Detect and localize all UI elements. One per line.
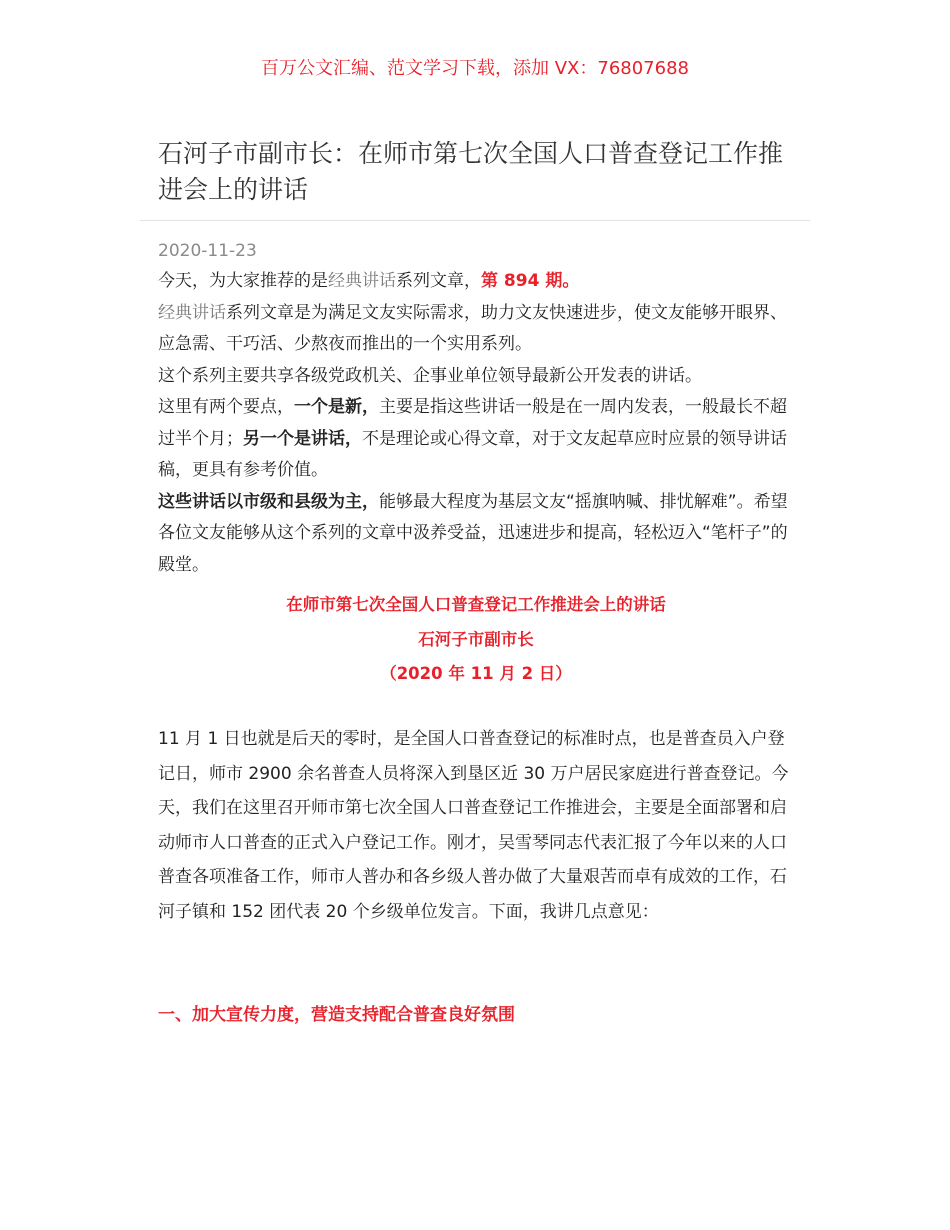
article-title: 石河子市副市长：在师市第七次全国人口普查登记工作推进会上的讲话: [158, 139, 784, 204]
intro-text: 能够最大程度为基层文友“摇旗呐喊、排忧解难”。希望各位文友能够从这个系列的文章中汲养受益，迅速进步和提高，轻松迈入“笔杆子”的殿堂。: [158, 491, 788, 575]
issue-number: 第 894 期。: [481, 271, 580, 291]
speech-date: （2020 年 11 月 2 日）: [380, 664, 572, 683]
intro-paragraph-2: [158, 298, 794, 361]
key-point: 一个是新，: [294, 397, 379, 417]
publish-date: 2020-11-23: [158, 241, 257, 261]
key-point: 这些讲话以市级和县级为主，: [158, 491, 379, 512]
intro-text: 今天，为大家推荐的是: [158, 271, 328, 291]
series-name: 经典讲话: [328, 271, 396, 291]
intro-paragraph-3: 这个系列主要共享各级党政机关、企事业单位领导最新公开发表的讲话。: [158, 365, 702, 386]
key-point: 另一个是讲话，: [243, 428, 362, 449]
intro-paragraph-5: [158, 487, 794, 582]
title-divider: [140, 220, 810, 221]
intro-paragraph-1: [158, 266, 794, 298]
speech-title: 在师市第七次全国人口普查登记工作推进会上的讲话: [286, 595, 666, 614]
intro-paragraph-4: [158, 392, 794, 487]
intro-text: 主要是指这些讲话一般是在一周内发表，一般最长不超过半个月；: [158, 397, 787, 449]
intro-text: 这里有两个要点，: [158, 397, 294, 417]
section-heading: 一、加大宣传力度，营造支持配合普查良好氛围: [158, 1005, 515, 1025]
intro-section: [158, 266, 794, 581]
promo-banner: 百万公文汇编、范文学习下载，添加 VX：76807688: [261, 58, 689, 79]
speech-body-paragraph: 11 月 1 日也就是后天的零时，是全国人口普查登记的标准时点，也是普查员入户登记日，师市 2900 余名普查人员将深入到垦区近 30 万户居民家庭进行普查登记。今天，我们在这里召开师市第七次全国人口普查登记工作推进会，主要是全面部署和启动师市人口普查的正式入户登记工作。刚才，吴雪琴同志代表汇报了今年以来的人口普查各项准备工作，师市人普办和各乡级人普办做了大量艰苦而卓有成效的工作，石河子镇和 152 团代表 20 个乡级单位发言。下面，我讲几点意见：: [158, 729, 789, 922]
series-name: 经典讲话: [158, 302, 226, 323]
speech-speaker: 石河子市副市长: [418, 629, 534, 649]
intro-text: 不是理论或心得文章，对于文友起草应时应景的领导讲话稿，更具有参考价值。: [158, 428, 787, 480]
intro-text: 系列文章是为满足文友实际需求，助力文友快速进步，使文友能够开眼界、应急需、干巧活、少熬夜而推出的一个实用系列。: [158, 302, 787, 354]
intro-text: 系列文章，: [396, 271, 481, 291]
speech-header: [158, 588, 794, 692]
